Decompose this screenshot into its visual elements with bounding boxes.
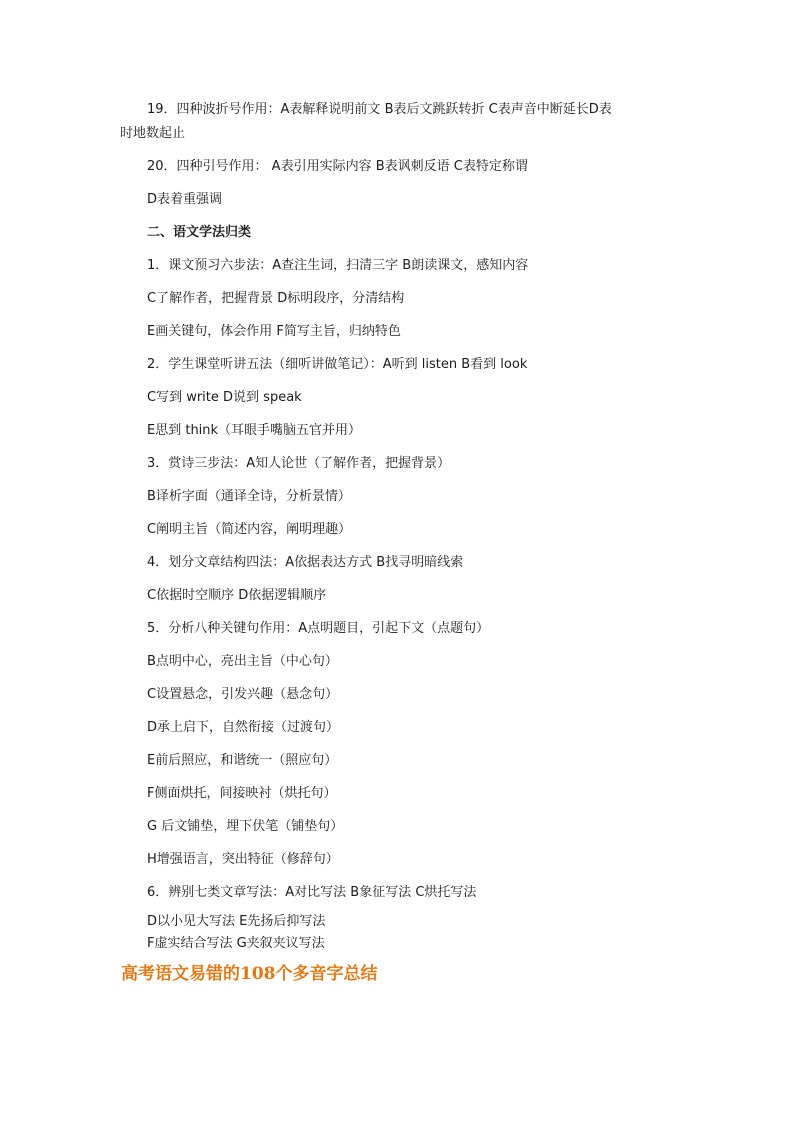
text-line: E画关键句，体会作用 F简写主旨，归纳特色 (147, 324, 401, 339)
text-line: D承上启下，自然衔接（过渡句） (147, 720, 340, 735)
text-line: C设置悬念，引发兴趣（悬念句） (147, 687, 339, 702)
text-line: 2．学生课堂听讲五法（细听讲做笔记）：A听到 listen B看到 look (147, 357, 528, 372)
text-line: 时地数起止 (120, 126, 186, 141)
text-line: E思到 think（耳眼手嘴脑五官并用） (147, 423, 362, 438)
page-title: 高考语文易错的108个多音字总结 (121, 964, 378, 984)
text-line: C阐明主旨（简述内容，阐明理趣） (147, 522, 352, 537)
text-line: F侧面烘托，间接映衬（烘托句） (147, 786, 337, 801)
text-line: C写到 write D说到 speak (147, 390, 302, 405)
text-line: C依据时空顺序 D依据逻辑顺序 (147, 588, 327, 603)
text-line: 19．四种波折号作用：A表解释说明前文 B表后文跳跃转折 C表声音中断延长D表 (147, 102, 612, 117)
text-line: F虚实结合写法 G夹叙夹议写法 (147, 936, 325, 951)
text-line: D表着重强调 (147, 192, 223, 207)
text-line: 6．辨别七类文章写法：A对比写法 B象征写法 C烘托写法 (147, 885, 477, 900)
text-line: 5．分析八种关键句作用：A点明题目，引起下文（点题句） (147, 621, 490, 636)
text-line: G 后文铺垫，埋下伏笔（铺垫句） (147, 819, 344, 834)
text-line: 3．赏诗三步法：A知人论世（了解作者，把握背景） (147, 456, 451, 471)
text-line: 20．四种引号作用： A表引用实际内容 B表讽刺反语 C表特定称谓 (147, 159, 528, 174)
text-line: 1．课文预习六步法：A查注生词，扫清三字 B朗读课文，感知内容 (147, 258, 529, 273)
text-line: 4．划分文章结构四法：A依据表达方式 B找寻明暗线索 (147, 555, 464, 570)
text-line: C了解作者，把握背景 D标明段序，分清结构 (147, 291, 405, 306)
text-line: H增强语言，突出特征（修辞句） (147, 852, 339, 867)
text-line: B点明中心，亮出主旨（中心句） (147, 654, 338, 669)
text-line: D以小见大写法 E先扬后抑写法 (147, 914, 326, 929)
text-line: E前后照应，和谐统一（照应句） (147, 753, 338, 768)
text-line: B译析字面（通译全诗，分析景情） (147, 489, 351, 504)
section-heading: 二、语文学法归类 (147, 225, 252, 240)
